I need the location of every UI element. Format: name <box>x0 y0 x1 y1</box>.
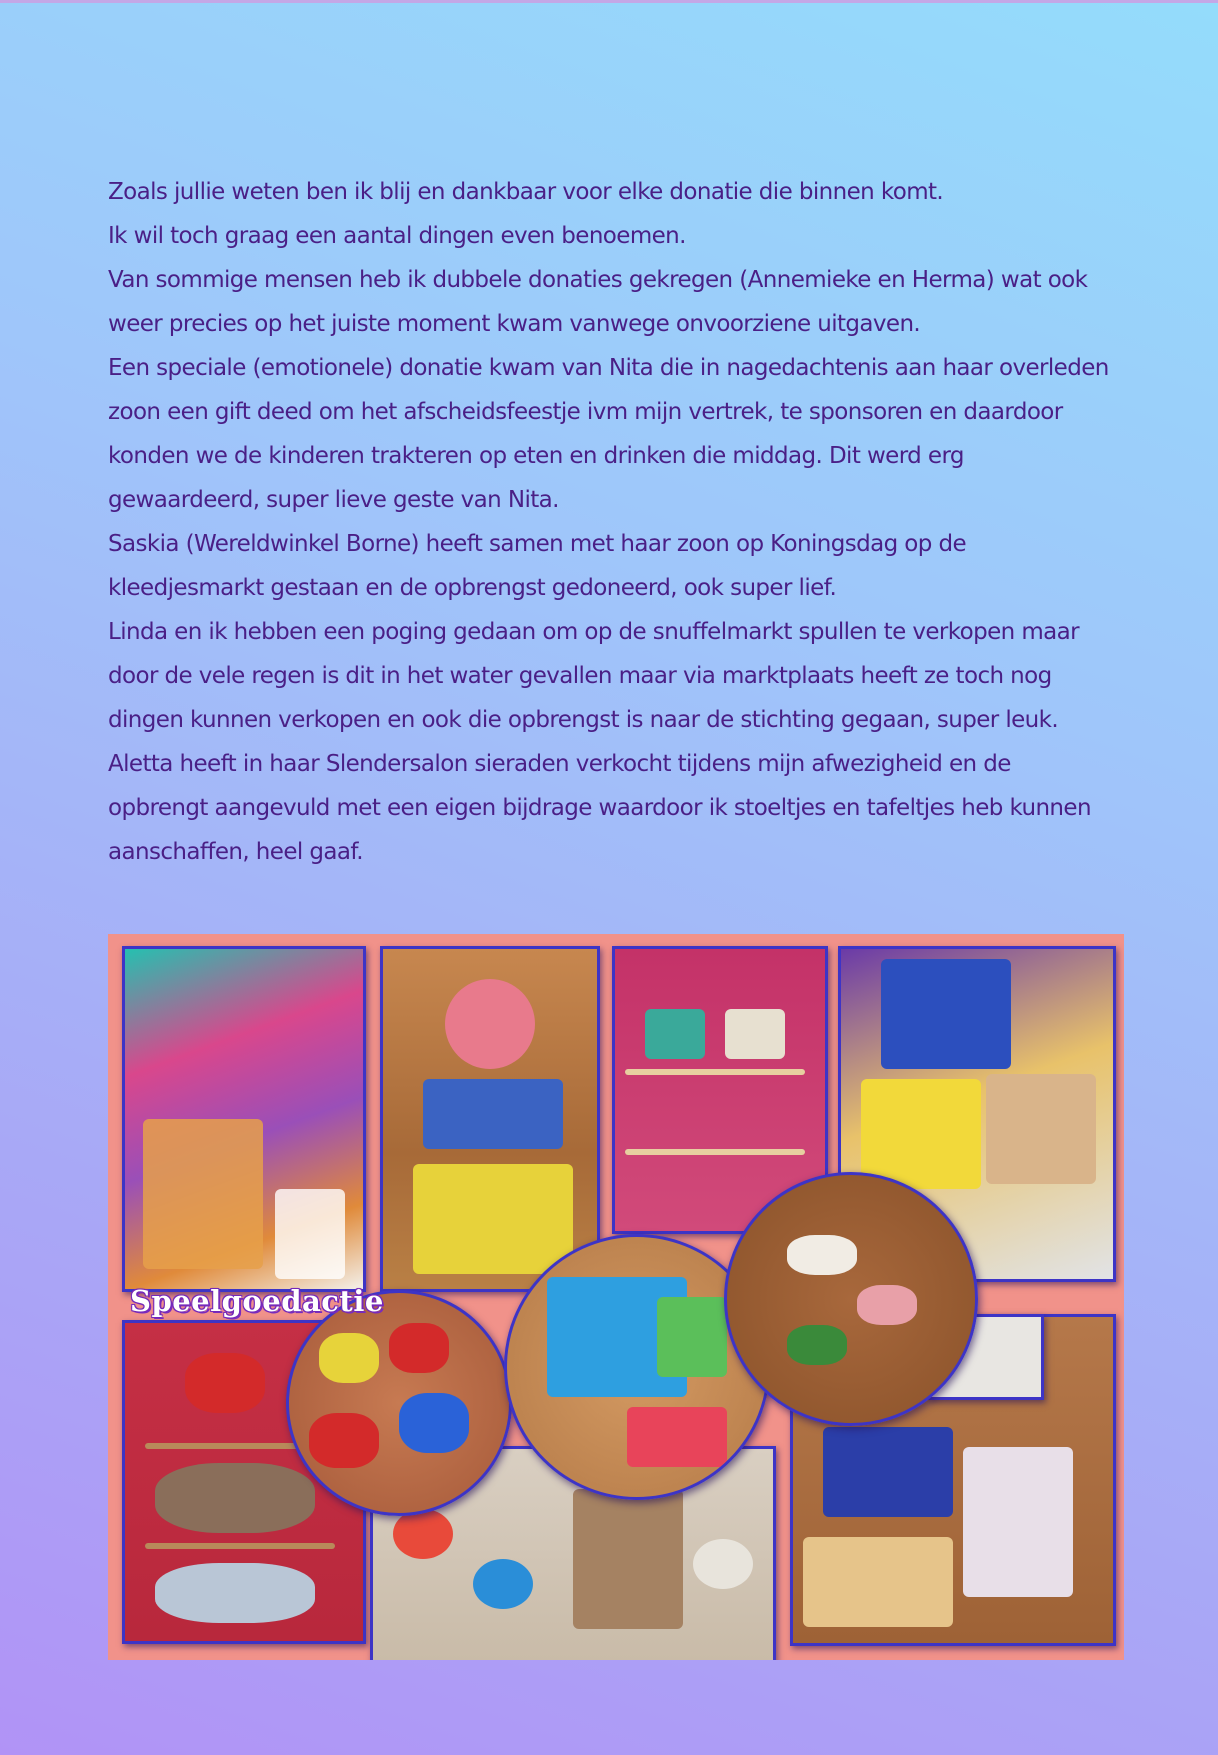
text-line: Van sommige mensen heb ik dubbele donaties gekregen (Annemieke en Herma) wat ook <box>108 267 1088 293</box>
text-line: Ik wil toch graag een aantal dingen even benoemen. <box>108 223 686 249</box>
text-line: zoon een gift deed om het afscheidsfeestje ivm mijn vertrek, te sponsoren en daardoor <box>108 399 1063 425</box>
text-line: Saskia (Wereldwinkel Borne) heeft samen met haar zoon op Koningsdag op de <box>108 531 967 557</box>
text-line: gewaardeerd, super lieve geste van Nita. <box>108 487 559 513</box>
text-line: dingen kunnen verkopen en ook die opbrengst is naar de stichting gegaan, super leuk. <box>108 707 1059 733</box>
photo-toy-cars <box>286 1290 512 1516</box>
text-line: Linda en ik hebben een poging gedaan om op de snuffelmarkt spullen te verkopen maar <box>108 619 1080 645</box>
text-line: konden we de kinderen trakteren op eten en drinken die middag. Dit werd erg <box>108 443 964 469</box>
text-line: weer precies op het juiste moment kwam vanwege onvoorziene uitgaven. <box>108 311 921 337</box>
text-line: kleedjesmarkt gestaan en de opbrengst gedoneerd, ook super lief. <box>108 575 837 601</box>
text-line: aanschaffen, heel gaaf. <box>108 839 363 865</box>
photo-building-blocks <box>380 946 600 1292</box>
text-line: Zoals jullie weten ben ik blij en dankbaar voor elke donatie die binnen komt. <box>108 179 944 205</box>
photo-toy-animals <box>724 1172 978 1426</box>
photo-unicorn-costumes <box>122 946 366 1292</box>
text-line: Aletta heeft in haar Slendersalon sieraden verkocht tijdens mijn afwezigheid en de <box>108 751 1011 777</box>
text-line: door de vele regen is dit in het water gevallen maar via marktplaats heeft ze toch nog <box>108 663 1052 689</box>
text-line: Een speciale (emotionele) donatie kwam van Nita die in nagedachtenis aan haar overleden <box>108 355 1109 381</box>
collage-title: Speelgoedactie <box>130 1284 384 1318</box>
text-line: opbrengt aangevuld met een eigen bijdrage waardoor ik stoeltjes en tafeltjes heb kunnen <box>108 795 1091 821</box>
top-border <box>0 0 1218 3</box>
photo-collage <box>108 934 1124 1660</box>
donation-text <box>108 170 1128 874</box>
